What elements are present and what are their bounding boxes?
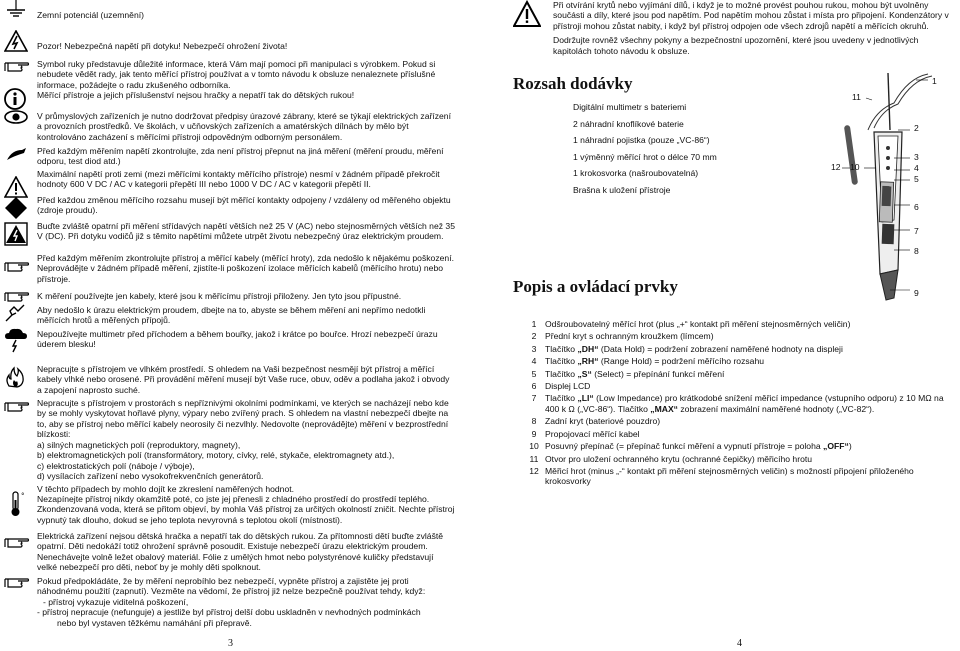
delivery-list: [573, 102, 753, 201]
list-item: 1 Odšroubovatelný měřící hrot (plus „+“ kontakt při měření stejnosměrných veličin): [531, 319, 851, 329]
list-item: 2 náhradní knoflíkové baterie: [573, 118, 684, 129]
list-item: a) silných magnetických polí (reproduktory, magnety),: [37, 439, 241, 450]
list-item: 3 Tlačítko „DH“ (Data Hold) = podržení zobrazení naměřené hodnoty na displeji: [531, 343, 843, 354]
field-list: [37, 440, 455, 482]
list-item: 8 Zadní kryt (bateriové pouzdro): [531, 416, 661, 427]
list-item: 9 Propojovací měřící kabel: [531, 428, 640, 439]
list-item: 6 Displej LCD: [531, 380, 591, 391]
page-number: 4: [737, 638, 742, 649]
touch-text: Aby nedošlo k úrazu elektrickým proudem, dbejte na to, abyste se během měření ani nepřímo nedotkli měřících hrotů a měřených přípojů.: [37, 305, 426, 326]
diagram-label-6: 6: [914, 202, 919, 212]
eye-text: V průmyslových zařízeních je nutno dodržovat předpisy úrazové zábrany, které se týkají elektrických zařízení a provozních prostředků. Ve školách, v učňovských zařízeních a amatérských dílnách by mělo být kontrolováno zacházení s měřícími přístroji odpovědným odborným personálem.: [37, 111, 451, 142]
list-item: c) elektrostatických polí (náboje / výboje),: [37, 460, 195, 471]
high-voltage-warning-icon: [4, 30, 28, 54]
cables-text: K měření používejte jen kabely, které jsou k měřícímu přístroji přiloženy. Jen tyto jsou přípustné.: [37, 291, 402, 301]
children-text: Elektrická zařízení nejsou dětská hračka a nepatří tak do dětských rukou. Za přítomnosti dětí buďte zvláště opatrní. Děti nedokáží totiž ohrožení správně posoudit. Existuje nebezpečí úrazu elektrickým proudem. Nenechávejte volně ležet obalový materiál. Fólie z umělých hmot nebo polystyrénové kuličky představují velké nebezpečí pro děti, neboť by je mohly děti spolknout.: [37, 531, 444, 573]
hand-probe-icon: [4, 301, 28, 325]
list-item: - přístroj vykazuje viditelná poškození,: [43, 596, 189, 607]
list-item: Brašna k uložení přístroje: [573, 184, 671, 195]
probe-text: Před každým měřením napětí zkontrolujte, zda není přístroj přepnut na jiná měření (měření proudu, měření odporu, test diod atd.): [37, 146, 444, 167]
diagram-label-7: 7: [914, 226, 919, 236]
list-item: 11 Otvor pro uložení ochranného krytu (ochranné čepičky) měřicího hrotu: [529, 453, 813, 464]
controls-title: Popis a ovládací prvky: [513, 277, 678, 296]
pointing-hand-icon: [4, 574, 28, 592]
diagram-label-1: 1: [932, 76, 937, 86]
list-item: b) elektromagnetických polí (transformátory, motory, cívky, relé, stykače, elektromagnety atd.),: [37, 450, 395, 461]
diagram-label-10: 10: [850, 162, 860, 172]
delivery-title: Rozsah dodávky: [513, 74, 633, 93]
diagram-label-11: 11: [852, 92, 861, 102]
opening-warning: Při otvírání krytů nebo vyjímání dílů, i když je to možné provést pouhou rukou, mohou být uvolněny součásti a díly, které jsou pod napětím. Pod napětím mohou zůstat i místa pro připojení. Kondenzátory v přístroji mohou zůstat nabity, i když byl přístroj odpojen ode všech zdrojů napětí a měřících okruhů. Dodržujte rovněž všechny pokyny a bezpečnostní upozornění, které jsou uvedeny v jednotlivých kapitolách tohoto návodu k obsluze.: [553, 0, 949, 56]
ground-symbol-icon: [4, 0, 28, 22]
list-item: Digitální multimetr s bateriemi: [573, 102, 687, 112]
unsafe-text: Pokud předpokládáte, že by měření neprobíhlo bez nebezpečí, vypněte přístroj a zajistěte jej proti náhodnému použití (zapnutí). Vezměte na vědomí, že přístroj již nelze bezpečně používat tehdy, když: - přístroj vykazuje viditelná poškození, - přístroj nepracuje (nefunguje) a jestliže byl přístroj delší dobu uskladněn v nevhodných podmínkách nebo byl vystaven těžkému namáhání při přepravě.: [37, 576, 455, 628]
diagram-label-2: 2: [914, 123, 919, 133]
storm-text: Nepoužívejte multimetr před příchodem a během bouřky, jakož i krátce po bouřce. Hrozí nebezpečí úrazu úderem blesku!: [37, 329, 438, 350]
diamond-icon: [4, 196, 28, 222]
environment-text: Nepracujte s přístrojem v prostorách s nepříznivými okolními podmínkami, ve kterých se nacházejí nebo kde by se mohly vyskytovat hořlavé plyny, výpary nebo zvířený prach. S ohledem na vlastní nebezpečí dbejte na to, aby se přístroj nebo měřící kabely neorosily či nezvlhly. Nedovolte (neprovádějte) měření v bezprostřední blízkosti: a) silných magnetických polí (reproduktory, magnety), b) elektromagnetických polí (transformátory, motory, cívky, relé, stykače, elektromagnety atd.), c) elektrostatických polí (náboje / výboje), d) vysílacích zařízení nebo vysokofrekvenčních generátorů. V těchto případech by mohlo dojít ke zkreslení naměřených hodnot.: [37, 398, 455, 500]
pointing-hand-icon: [4, 534, 28, 552]
svg-text:°: °: [21, 492, 25, 500]
list-item: 4 Tlačítko „RH“ (Range Hold) = podržení měřícího rozsahu: [531, 356, 765, 367]
multimeter-diagram: [828, 70, 958, 305]
pointing-hand-icon: [4, 58, 28, 76]
diagram-label-9: 9: [914, 288, 919, 298]
info-text: Měřící přístroje a jejich příslušenství nejsou hračky a nepatří tak do dětských rukou!: [37, 90, 355, 100]
list-item: 12 Měřicí hrot (minus „-“ kontakt při měření stejnosměrných veličin) s možností připojení přiloženého krokosvorky: [529, 465, 914, 487]
warning-triangle-icon: [513, 0, 541, 30]
diagram-label-12: 12: [831, 162, 841, 172]
list-item: nebo byl vystaven těžkému namáhání při přepravě.: [57, 617, 252, 628]
diagram-label-4: 4: [914, 163, 919, 173]
flammable-icon: [4, 362, 28, 390]
voltage-caution-text: Buďte zvláště opatrní při měření střídavých napětí větších než 25 V (AC) nebo stejnosměrných větších než 35 V (DC). Při dotyku vodičů již s těmito napětími můžete utrpět životu nebezpečný úraz elektrickým proudem.: [37, 221, 455, 242]
ground-text: Zemní potenciál (uzemnění): [37, 10, 144, 20]
hand-info-text: Symbol ruky představuje důležité informace, která Vám mají pomoci při manipulaci s výrobkem. Pokud si nebudete vědět rady, jak tento měřící přístroj používat a v tomto návodu k obsluze nenaleznete příslušné informace, požádejte o radu zkušeného odborníka.: [37, 59, 436, 90]
parts-list: [513, 319, 953, 487]
eye-icon: [4, 109, 28, 127]
diagram-label-5: 5: [914, 174, 919, 184]
temperature-text: Nezapínejte přístroj nikdy okamžitě poté, co jste jej přenesli z chladného prostředí do prostředí teplého. Zkondenzovaná voda, která se přitom objeví, by mohla Váš přístroj za určitých okolností zničit. Nechte přístroj vypnutý tak dlouho, dokud se jeho teplota nevyrovná s teplotou okolí (místnosti).: [37, 494, 455, 525]
high-voltage-text: Pozor! Nebezpečná napětí při dotyku! Nebezpečí ohrožení života!: [37, 41, 288, 51]
probe-icon: [4, 146, 28, 166]
list-item: 2 Přední kryt s ochranným kroužkem (límcem): [531, 331, 714, 342]
list-item: 5 Tlačítko „S“ (Select) = přepínání funkcí měření: [531, 368, 725, 379]
pointing-hand-icon: [4, 398, 28, 416]
unsafe-list: [37, 597, 455, 628]
page-number: 3: [228, 638, 233, 649]
list-item: 1 krokosvorka (našroubovatelná): [573, 168, 699, 178]
max-voltage-text: Maximální napětí proti zemi (mezi měřícími kontakty měřícího přístroje) nesmí v žádném případě překročit hodnoty 600 V DC / AC v kategorii přepětí III nebo 1000 V DC / AC v kategorii přepětí II.: [37, 169, 440, 190]
range-change-text: Před každou změnou měřícího rozsahu musejí být měřící kontakty odpojeny / vzdáleny od měřeného objektu (zdroje proudu).: [37, 195, 451, 216]
list-item: d) vysílacích zařízení nebo vysokofrekvenčních generátorů.: [37, 471, 264, 482]
inspect-text: Před každým měřením zkontrolujte přístroj a měřící kabely (měřící hroty), zda nedošlo k nějakému poškození. Neprovádějte v žádném případě měření, zjistíte-li poškození izolace měřících kabelů (měřícího hrotu) nebo přístroje.: [37, 253, 454, 284]
lightning-warning-icon: [4, 222, 28, 248]
list-item: 1 výměnný měřící hrot o délce 70 mm: [573, 151, 717, 162]
thermometer-icon: [4, 490, 28, 520]
list-item: 7 Tlačítko „LI“ (Low Impedance) pro krátkodobé snížení měřicí impedance (vstupního odporu) z 10 MΩ na 400 k Ω („VC-86“). Tlačítko „MAX“ zobrazení maximální naměřené hodnoty („VC-82“).: [531, 393, 944, 414]
list-item: 1 náhradní pojistka (pouze „VC-86“): [573, 135, 710, 145]
diagram-label-8: 8: [914, 246, 919, 256]
storm-cloud-icon: [4, 327, 28, 355]
diagram-label-3: 3: [914, 152, 919, 162]
list-item: - přístroj nepracuje (nefunguje) a jestliže byl přístroj delší dobu uskladněn v nevhodných podmínkách: [37, 607, 421, 618]
list-item: 10 Posuvný přepínač (= přepínač funkcí měření a vypnutí přístroje = poloha „OFF“): [529, 441, 852, 452]
humidity-text: Nepracujte s přístrojem ve vlhkém prostředí. S ohledem na Vaši bezpečnost nesmějí být přístroj a měřící kabely vlhké nebo orosené. Při provádění měření musejí být Vaše ruce, obuv, oděv a podlaha jakož i obvody a zapojení naprosto suché.: [37, 364, 450, 395]
pointing-hand-icon: [4, 258, 28, 276]
